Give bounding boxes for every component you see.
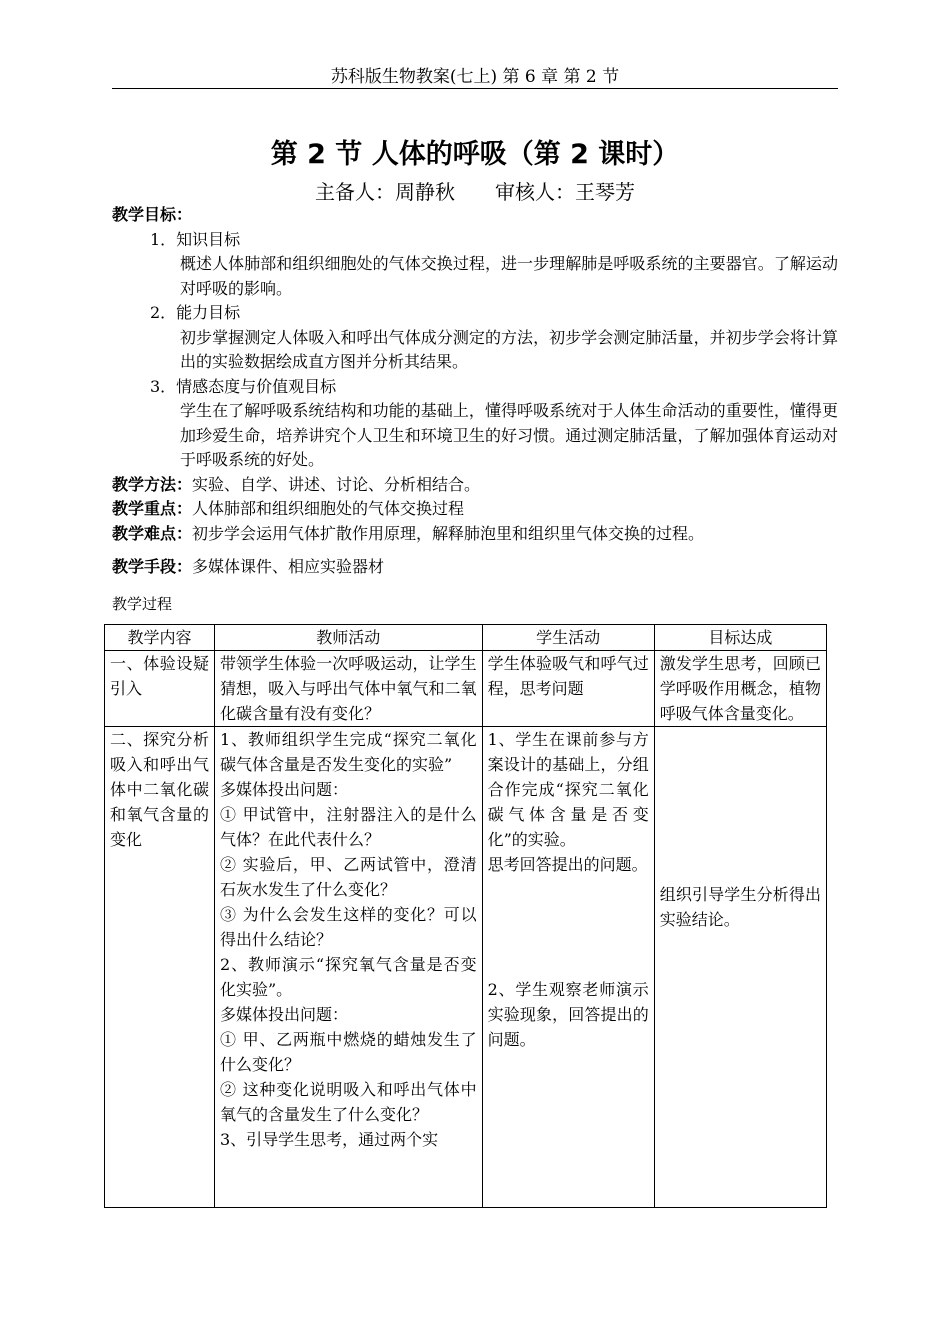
teacher-line: ① 甲、乙两瓶中燃烧的蜡烛发生了什么变化？ bbox=[219, 1030, 477, 1074]
row2-goal-text: 组织引导学生分析得出实验结论。 bbox=[659, 885, 821, 929]
header-student: 学生活动 bbox=[482, 625, 654, 651]
teacher-line: 1、教师组织学生完成“探究二氧化碳气体含量是否发生变化的实验” bbox=[219, 730, 477, 774]
preparer: 主备人：周静秋 bbox=[315, 180, 455, 204]
row1-goal: 激发学生思考，回顾已学呼吸作用概念，植物呼吸气体含量变化。 bbox=[654, 651, 826, 727]
objective-3-title: 3．情感态度与价值观目标 bbox=[150, 376, 337, 396]
difficulty-label: 教学难点： bbox=[112, 523, 193, 543]
row2-goal bbox=[654, 727, 826, 1208]
student-part-3: 2、学生观察老师演示实验现象，回答提出的问题。 bbox=[487, 980, 649, 1049]
difficulty-line bbox=[112, 522, 838, 547]
row1-student: 学生体验吸气和呼气过程，思考问题 bbox=[482, 651, 654, 727]
teacher-line: ① 甲试管中，注射器注入的是什么气体？在此代表什么？ bbox=[219, 805, 477, 849]
row1-teacher: 带领学生体验一次呼吸运动，让学生猜想，吸入与呼出气体中氧气和二氧化碳含量有没有变化？ bbox=[214, 651, 482, 727]
objective-2-title: 2．能力目标 bbox=[150, 303, 241, 322]
page-title: 第 2 节 人体的呼吸（第 2 课时） bbox=[270, 139, 680, 170]
methods-line bbox=[112, 473, 838, 498]
table-row bbox=[105, 651, 827, 727]
teacher-line: ③ 为什么会发生这样的变化？可以得出什么结论？ bbox=[219, 905, 477, 949]
process-label: 教学过程 bbox=[112, 595, 173, 613]
table-row bbox=[105, 727, 827, 1208]
objectives-label: 教学目标： bbox=[112, 205, 193, 224]
focus-text: 人体肺部和组织细胞处的气体交换过程 bbox=[192, 499, 465, 518]
teacher-line: 3、引导学生思考，通过两个实 bbox=[219, 1130, 439, 1149]
objective-2-desc: 初步掌握测定人体吸入和呼出气体成分测定的方法，初步学会测定肺活量，并初步学会将计算出的实验数据绘成直方图并分析其结果。 bbox=[180, 327, 838, 371]
student-part-1: 1、学生在课前参与方案设计的基础上，分组合作完成“探究二氧化碳气体含量是否变化”的实验。 bbox=[487, 730, 649, 849]
header-goal: 目标达成 bbox=[654, 625, 826, 651]
reviewer: 审核人：王琴芳 bbox=[495, 180, 635, 204]
row2-student bbox=[482, 727, 654, 1208]
methods-text: 实验、自学、讲述、讨论、分析相结合。 bbox=[192, 474, 481, 494]
methods-label: 教学方法： bbox=[112, 474, 193, 494]
table-header-row bbox=[105, 625, 827, 651]
process-table bbox=[104, 624, 827, 1208]
teacher-line: 2、教师演示“探究氧气含量是否变化实验”。 bbox=[219, 955, 477, 999]
objective-1-title: 1．知识目标 bbox=[150, 229, 241, 249]
header-teacher: 教师活动 bbox=[214, 625, 482, 651]
row2-content: 二、探究分析吸入和呼出气体中二氧化碳和氧气含量的变化 bbox=[105, 727, 215, 1208]
teacher-line: 多媒体投出问题： bbox=[219, 1005, 348, 1024]
objective-1-desc: 概述人体肺部和组织细胞处的气体交换过程，进一步理解肺是呼吸系统的主要器官。了解运动对呼吸的影响。 bbox=[180, 254, 838, 298]
difficulty-text: 初步学会运用气体扩散作用原理，解释肺泡里和组织里气体交换的过程。 bbox=[192, 523, 705, 543]
student-part-2: 思考回答提出的问题。 bbox=[487, 855, 648, 874]
focus-line bbox=[112, 497, 838, 522]
tools-label: 教学手段： bbox=[112, 557, 193, 576]
focus-label: 教学重点： bbox=[112, 499, 193, 518]
lesson-body bbox=[112, 203, 838, 580]
teacher-line: ② 这种变化说明吸入和呼出气体中氧气的含量发生了什么变化？ bbox=[219, 1080, 477, 1124]
row2-teacher bbox=[214, 727, 482, 1208]
objective-3-desc: 学生在了解呼吸系统结构和功能的基础上，懂得呼吸系统对于人体生命活动的重要性，懂得更加珍爱生命，培养讲究个人卫生和环境卫生的好习惯。通过测定肺活量，了解加强体育运动对于呼吸系统的好处。 bbox=[180, 401, 838, 469]
teacher-line: 多媒体投出问题： bbox=[219, 780, 348, 799]
header-rule bbox=[112, 88, 838, 89]
tools-line bbox=[112, 555, 838, 580]
teacher-line: ② 实验后，甲、乙两试管中，澄清石灰水发生了什么变化？ bbox=[219, 855, 477, 899]
tools-text: 多媒体课件、相应实验器材 bbox=[192, 557, 385, 576]
header-content: 教学内容 bbox=[105, 625, 215, 651]
page-header: 苏科版生物教案(七上) 第 6 章 第 2 节 bbox=[330, 67, 620, 87]
row1-content: 一、体验设疑引入 bbox=[105, 651, 215, 727]
authors-line bbox=[0, 176, 950, 205]
